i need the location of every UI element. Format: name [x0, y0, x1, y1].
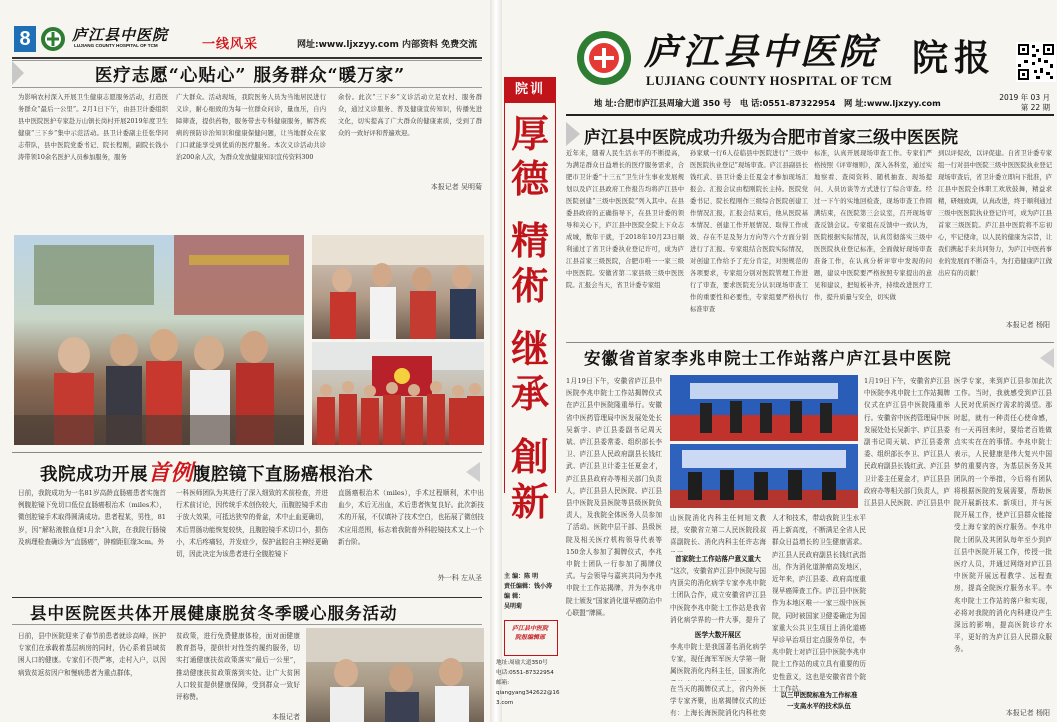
article1-title: 医疗志愿“心贴心” 服务群众“暖万家” — [94, 66, 406, 86]
section-label: 一线风采 — [202, 37, 259, 52]
article2-title-emphasis: 首例 — [148, 460, 194, 486]
editorial-credits: 主 编：陈 明 责任编辑：钱小涛 编 辑： 吴明菊 — [504, 573, 553, 610]
motto-char-5: 继 — [510, 326, 549, 371]
right-article2-col3-upper: 1月19日下午，安徽省庐江县中医院李兆申院士工作站揭牌仪式在庐江县中医院隆重举行。安徽省中医药管理局中医发展处处长吴新宇、庐江县委副书记周天斌、庐江县委常委、组织部长李卫、庐江县人民政府副县长钱红武、庐江县卫计委主任夏金才，庐江县县政府办等相关部门负责人，庐江县县人民医院、庐江县县中 — [864, 377, 950, 508]
motto-char-7: 創 — [510, 434, 549, 479]
right-article2-subhead1: 首家院士工作站落户意义重大 — [675, 555, 761, 563]
right-article2-col2-bot: 在当天的揭牌仪式上，省内外医学专家齐聚，出席揭牌仪式的还有：上海长海医院消化内科杜奕 — [670, 685, 766, 718]
right-article1-byline: 本报记者 杨阳 — [1005, 321, 1050, 329]
article3-byline: 本报记者 — [272, 713, 300, 721]
masthead-english: LUJIANG COUNTY HOSPITAL OF TCM — [646, 74, 893, 88]
website-note: 网址:www.ljxzyy.com 内部资料 免费交流 — [297, 40, 478, 50]
right-article1-title: 庐江县中医院成功升级为合肥市首家三级中医医院 — [584, 128, 958, 148]
editorial-address: 地址:周瑜大道350号 电话:0551-87322954 邮箱: qiangyang342622@163.com — [496, 660, 560, 706]
header-rule — [12, 57, 482, 59]
issue-date: 2019 年 03 月 — [999, 93, 1050, 102]
right-article2-col2-low: 李兆申院士是我国著名消化病学专家，现任海军军医大学第一附属医院消化内科主任，国家消化 — [670, 643, 766, 676]
motto-char-1: 厚 — [510, 111, 549, 156]
ceremony-photo-top — [670, 375, 858, 441]
right-article1-triangle-icon — [566, 122, 580, 146]
motto-char-4: 術 — [510, 263, 549, 308]
motto-header: 院训 — [504, 77, 556, 103]
masthead-rule — [566, 114, 1054, 116]
article2-title-pre: 我院成功开展 — [40, 465, 148, 485]
health-service-photo — [306, 628, 484, 722]
right-article2-byline: 本报记者 杨阳 — [1005, 709, 1050, 717]
motto-strip — [496, 0, 560, 722]
motto-char-8: 新 — [510, 479, 549, 524]
masthead-suffix: 院报 — [912, 37, 997, 79]
volunteer-photo-top-right — [312, 235, 484, 339]
hospital-logo-icon — [40, 26, 66, 52]
page-gutter — [490, 0, 502, 722]
right-article1-col3: 标准，认真开展现场审查工作。专家们严格按照《评审细则》，深入各科室，通过实地察看、查阅资料、随机抽查、现场提问、人员访谈等方式进行了综合审查。经过一下午的实地回检查，现场审查工作圆满结束，在医院第三会议室，召开现场审查反馈会议。专家组在反馈中一致认为，医院根据实际情况，认真贯彻落实三级中医医院执业登记标准，全面做好现场审查准备工作，在认真分析评审中发现的问题，建议中医院要严格按照专家提出的意见和建议，把短板补齐，持续改进医疗工作，提升质量与安全，切实做 — [814, 150, 932, 301]
article2-title — [40, 456, 480, 487]
page-number-badge: 8 — [14, 26, 36, 52]
article2-col3: 直肠癌根治术（miles），手术过程顺利，术中出血少，术后无出血，术后患者恢复良好。此次新技术的开展，不仅填补了技术空白，也拓展了微创技术应用范围，标志着我院普外科腔镜技术又上一个新台阶。 — [338, 489, 484, 546]
motto-char-6: 承 — [510, 371, 549, 416]
article3-title: 县中医院医共体开展健康脱贫冬季暖心服务活动 — [30, 604, 398, 623]
article2-top-rule — [12, 452, 482, 453]
right-article2-rule — [566, 342, 1054, 343]
article2-col1: 日前，我院成功为一名81岁高龄直肠癌患者实施首例腹腔镜下免切口低位直肠癌根治术（miles术），微创腔镜手术取得圆满成功。患者程某，男性，81岁，因“解粘液脓血便1月余”入院，在我院行肠镜及病理检查确诊为“直肠癌”，肿瘤距肛缘3cm。外 — [18, 489, 166, 546]
motto-char-2: 德 — [510, 156, 549, 201]
volunteer-photo-large — [14, 235, 304, 445]
right-article2-col1: 1月19日下午，安徽省庐江县中医院李兆申院士工作站揭牌仪式在庐江县中医院隆重举行。安徽省中医药管理局中医发展处处长吴新宇、庐江县委副书记周天斌、庐江县委常委、组织部长李卫、庐江县人民政府副县长钱红武、庐江县卫计委主任夏金才，庐江县县政府办等相关部门负责人，庐江县县人民医院、庐江县县中医院及县医院等县级医院负责人，及我院全体医务人员参加了活动。医院中层干部、县级医院及相关医疗机构领导代表等150余人参加了揭牌仪式，李兆申院士团队一行参加了揭牌仪式。与会领导与嘉宾共同为李兆申院士工作站揭牌，并为李兆申院士颁发“国家消化道早癌防治中心联盟”牌匾。 — [566, 377, 662, 617]
article2-right-triangle-icon — [466, 462, 480, 482]
right-article1-col1: 近年来，随着人民生活水平的不断提高，为满足群众日益增长的医疗服务需求，合肥市卫计委“十三五”卫生计生事业发展规划以及庐江县政府工作报告均将庐江县中医院创建“三级中医医院”列入其中。在县委县政府的正确指导下，在县卫计委的领导和关心下，庐江县中医院全院上下众志成城，数年干就，于2018年10月23日顺利通过了省卫计委执业登记许可，成为庐江县首家三级医院，合肥市唯一一家三级中医医院。安徽省第二家县级三级中医医院。汇报会当天，省卫计委专家组 — [566, 150, 684, 289]
article1-left-triangle-icon — [12, 61, 24, 85]
masthead-address: 地 址:合肥市庐江县周瑜大道 350 号 电 话:0551-87322954 网 址:www.ljxzyy.com — [594, 98, 941, 108]
article1-col2: 广大群众。活动现场，我院医务人员为当地居民进行义诊，耐心细致的为每一位群众问诊，量血压，自内障筛查，提供药物，服务带去专科健康服务，解答疾病的预防诊治知识和健康保健问题，让当地群众在家门口就能享受到优质的医疗服务。本次义诊活动共诊治200余人次，为群众发放健康知识宣传资料300 — [176, 94, 326, 161]
article2-title-post: 腹腔镜下直肠癌根治术 — [193, 465, 374, 485]
article3-col2: 贫政策，进行免费健康体检，面对面健康教育指导，提供针对性签约履约服务，切实打通健康扶贫政策落实“最后一公里”，推动健康扶贫政策落到实处。让广大贫困人口较贫提供健康保障，受到群众一致好评称赞。 — [176, 632, 300, 702]
right-article2-triangle-icon — [1040, 348, 1054, 368]
article2-byline: 外一科 左从圣 — [437, 574, 482, 582]
right-article2-col3: 人才和技术，带动我院卫生水平再上新高度，不断满足全省人民群众日益增长的卫生健康需求。庐江县人民政府副县长钱红武指出，作为消化道肿瘤高发地区，近年来，庐江县委、政府高度重视早癌筛查工作。庐江县中医院作为本地区唯一一家三级中医医院，同时被国家卫健委确定为国家重大公共卫生项目上消化道癌早诊早治项目定点服务单位，李兆申院士对庐江县中医院李兆申院士工作站的成立具有重要的历史性意义，这也是安徽省首个院士工作站。 — [772, 514, 866, 693]
main-logo-icon — [576, 30, 632, 86]
right-article2-title: 安徽省首家李兆申院士工作站落户庐江县中医院 — [584, 349, 952, 368]
ceremony-photo-bottom — [670, 444, 858, 508]
left-masthead-title: 庐江县中医院 — [72, 26, 169, 44]
right-article2-col2-top: 山医院消化内科主任何旭文教授，安徽省立第二人民医院段叔喜副院长、消化内科主任许志海 — [670, 514, 766, 547]
right-article2-subhead2: 医学大数开展区 — [694, 631, 742, 639]
left-masthead-english: LUJIANG COUNTY HOSPITAL OF TCM — [74, 43, 158, 48]
right-page — [560, 0, 1057, 722]
right-article2-col4: 医学专家，来到庐江县参加此次工作。当时，我就感受到庐江县人民对优质医疗需求的渴望。那时起，就有一种责任心使命感，有一天再回来时，要给老百姓做点实实在在的事情。李兆申院士表示，人民健康是伟大复兴中国梦的重要内容，为基层医务及其团队的一个举措，今后将有团队将根据医院的发展需要，帮助医院开展新技术、新项目，并与医院开展工作，使庐江县群众能接受上海专家的医疗服务。李兆申院士团队及其团队每年至少到庐江县中医院开展工作，传授一批医疗人员，并通过网络对庐江县中医院开展远程教学、远程查房，提高全院医疗服务水平。李兆申院士工作站的落户和实现，必将对我院的消化内科建设产生深远的影响，提高医院诊疗水平，更好的为庐江县人民群众服务。 — [954, 377, 1052, 654]
issue-number: 第 22 期 — [1020, 103, 1050, 112]
qr-code-icon — [1016, 42, 1056, 82]
editorial-logo-text: 庐江县中医院 院报编辑部 — [511, 625, 548, 641]
volunteer-photo-bottom-right — [312, 342, 484, 445]
right-article2-col2-mid: “这次，安徽省庐江县中医院与国内顶尖的消化病学专家李兆申院士团队合作，成立安徽省庐江县中医院李兆申院士工作站是我省消化病学界的一件大事，提升了 — [670, 567, 766, 624]
article2-col2: 一科医师团队为其进行了深入细致的术前检查，并进行术前讨论，因传统手术创伤较大，而腹腔镜手术由于放大效果，可抵达狭窄的骨盆，术中止血更确切，术后胃肠功能恢复较快，且腹腔镜手术切口小，损伤小，术后疼痛轻，并发症少，保护盆腔自主神经更确切，因此决定为该患者进行全腹腔镜下 — [176, 489, 328, 559]
right-article1-col4: 到以评促改，以评促建。自省卫计委专家组一行对县中医院三级中医医院执业登记现场审查后，省卫计委立即向下批准，庐江县中医院全体职工欢欣鼓舞，精益求精，研细致调，认真改进，终于顺利通过三级中医医院执业登记许可，成为庐江县首家三级医院。庐江县中医院将不忘初心，牢记使命，以人民的健康为宗旨，让我们携起手来共同努力，为庐江中医药事业的发展而不断奋斗，为打造健康庐江做出应有的贡献！ — [938, 150, 1052, 277]
motto-char-3: 精 — [510, 218, 549, 263]
right-article1-col2: 孙家斌一行6人莅临县中医院进行“三级中医医院执业登记”现场审查。庐江县副县长钱红武、县卫计委主任夏金才参加现场汇报会。汇报会议由程刚院长主持。医院党委书记、院长程刚作三级综合医院创建工作情况汇报，汇报会结束后，他从医院基本情况、创建工作开展情况、取得工作成效、存在不足及努力方向等六个方面分别进行了汇报。专家组结合医院实际情况，对创建工作给予了充分肯定，对照规范的各项要求，专家组分别对医院管理工作进行了审查，要求医院充分认识现场审查工作的重要性和必要性，专家组要严格执行标准审查 — [690, 150, 808, 313]
article1-col3: 余份。此次“三下乡”义诊活动立足农村、服务群众，通过义诊服务、普及健康宣传知识，传播先进文化，切实提高了广大群众的健康素质，受到了群众的一致好评和普遍欢迎。 — [338, 94, 482, 137]
left-page — [0, 0, 490, 722]
article1-col1: 为影响农村深入开展卫生健康志愿服务活动，打造医务群众“最后一公里”。2月1日下午，由县卫计委组织县中医院医护专家赴万山镇长岗村开展2019年度卫生健康“三下乡”集中示范活动。县卫计委副主任张华同志带队，县中医院党委书记、院长程刚，副院长钱小涛带领10余名医护人员参加服务，服务 — [18, 94, 168, 161]
article3-col1: 日前，县中医院迎来了春节前患者就诊高峰，医护专家们在承载着基层病房的同时，仍心系着县域贫困人口的健康。专家们不畏严寒，走村入户，以因病致贫返贫因户和慢病患者为重点群体， — [18, 632, 166, 677]
masthead-title: 庐江县中医院 — [644, 31, 879, 73]
article1-byline: 本报记者 吴明菊 — [430, 183, 482, 191]
right-article2-bold-foot: 以三甲医院标准为工作标准 一支高水平的技术队伍 — [780, 691, 858, 710]
